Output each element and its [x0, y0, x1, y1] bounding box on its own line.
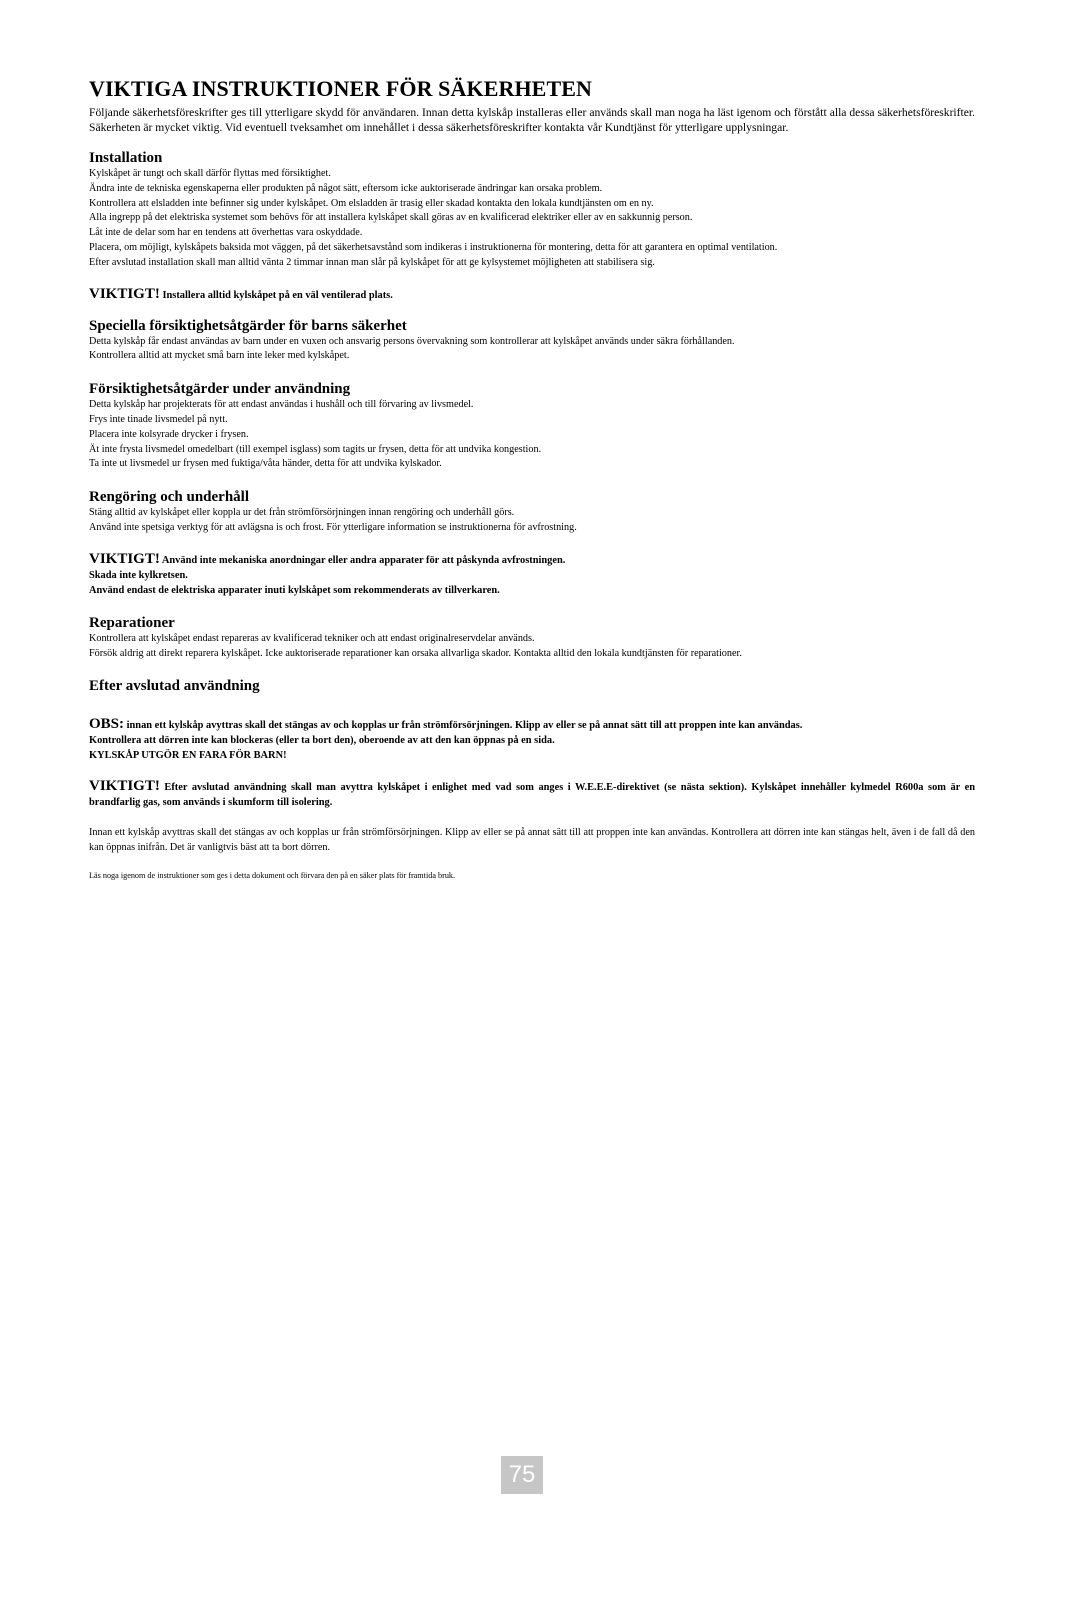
- usage-line: Ta inte ut livsmedel ur frysen med fuktiga/våta händer, detta för att undvika kylskador.: [89, 458, 442, 470]
- installation-line: Kylskåpet är tungt och skall därför flyttas med försiktighet.: [89, 168, 331, 179]
- disposal-warning: [89, 779, 975, 810]
- installation-line: Kontrollera att elsladden inte befinner sig under kylskåpet. Om elsladden är trasig eller skadad kontakta den lokala kundtjänsten om en ny.: [89, 197, 654, 209]
- intro-paragraph: Följande säkerhetsföreskrifter ges till ytterligare skydd för användaren. Innan detta kylskåp installeras eller används skall man noga ha läst igenom och förstått alla dessa säkerhetsföreskrifter. Säkerheten är mycket viktig. Vid eventuell tveksamhet om innehållet i dessa säkerhetsföreskrifter kontakta vår Kundtjänst för ytterligare upplysningar.: [89, 106, 975, 134]
- repairs-line: Försök aldrig att direkt reparera kylskåpet. Icke auktoriserade reparationer kan orsaka allvarliga skador. Kontakta alltid den lokala kundtjänsten för reparationer.: [89, 647, 742, 659]
- usage-line: Detta kylskåp har projekterats för att endast användas i hushåll och till förvaring av livsmedel.: [89, 399, 474, 411]
- children-safety-line: Detta kylskåp får endast användas av barn under en vuxen och ansvarig persons övervakning som kontrollerar att kylskåpet används under säkra förhållanden.: [89, 335, 735, 347]
- ventilation-warning: [89, 287, 975, 303]
- usage-line: Frys inte tinade livsmedel på nytt.: [89, 413, 228, 425]
- page-number: 75: [501, 1456, 543, 1494]
- usage-heading: Försiktighetsåtgärder under användning: [89, 381, 351, 398]
- installation-section: [89, 149, 975, 271]
- warning-text: Använd inte mekaniska anordningar eller andra apparater för att påskynda avfrostningen.: [161, 554, 566, 566]
- repairs-heading: Reparationer: [89, 614, 175, 631]
- warning-keyword: VIKTIGT!: [89, 778, 160, 795]
- children-safety-section: [89, 317, 975, 365]
- after-use-heading: Efter avslutad användning: [89, 678, 260, 695]
- disposal-paragraph: Innan ett kylskåp avyttras skall det stängas av och kopplas ur från strömförsörjningen. Klipp av eller se på annat sätt till att proppen inte kan användas. Kontrollera att dörren inte kan stängas helt, även i de fall då den kan öppnas inifrån. Det är vanligtvis bäst att ta bort dörren.: [89, 827, 975, 854]
- cleaning-line: Använd inte spetsiga verktyg för att avlägsna is och frost. För ytterligare information se instruktionerna för avfrostning.: [89, 521, 577, 533]
- warning-text: Efter avslutad användning skall man avyttra kylskåpet i enlighet med vad som anges i W.E.E.E-direktivet (se nästa sektion). Kylskåpet innehåller kylmedel R600a som är en brandfarlig gas, som används i skumform till isolering.: [89, 782, 975, 809]
- warning-text: Installera alltid kylskåpet på en väl ventilerad plats.: [162, 289, 393, 301]
- cleaning-line: Stäng alltid av kylskåpet eller koppla ur det från strömförsörjningen innan rengöring och underhåll görs.: [89, 507, 515, 519]
- warning-keyword: VIKTIGT!: [89, 550, 160, 567]
- obs-keyword: OBS:: [89, 716, 125, 733]
- warning-keyword: VIKTIGT!: [89, 285, 160, 302]
- cleaning-section: [89, 488, 975, 536]
- footer-note: Läs noga igenom de instruktioner som ges i detta dokument och förvara den på en säker plats för framtida bruk.: [89, 870, 456, 880]
- obs-text: Kontrollera att dörren inte kan blockeras (eller ta bort den), oberoende av att den kan öppnas på en sida.: [89, 735, 555, 747]
- obs-text: KYLSKÅP UTGÖR EN FARA FÖR BARN!: [89, 750, 287, 762]
- obs-text: innan ett kylskåp avyttras skall det stängas av och kopplas ur från strömförsörjningen. Klipp av eller se på annat sätt till att proppen inte kan användas.: [126, 720, 803, 732]
- usage-line: Placera inte kolsyrade drycker i frysen.: [89, 428, 249, 440]
- installation-line: Efter avslutad installation skall man alltid vänta 2 timmar innan man slår på kylskåpet för att ge kylsystemet möjligheten att stabilisera sig.: [89, 256, 655, 268]
- repairs-section: [89, 614, 975, 662]
- usage-line: Ät inte frysta livsmedel omedelbart (till exempel isglass) som tagits ur frysen, detta för att undvika kongestion.: [89, 443, 542, 455]
- warning-text: Skada inte kylkretsen.: [89, 569, 188, 581]
- repairs-line: Kontrollera att kylskåpet endast repareras av kvalificerad tekniker och att endast originalreservdelar används.: [89, 632, 535, 644]
- cleaning-heading: Rengöring och underhåll: [89, 489, 250, 506]
- installation-line: Ändra inte de tekniska egenskaperna eller produkten på något sätt, eftersom icke auktoriserade ändringar kan orsaka problem.: [89, 182, 603, 194]
- page-title: VIKTIGA INSTRUKTIONER FÖR SÄKERHETEN: [89, 76, 592, 101]
- after-use-section: [89, 677, 975, 695]
- installation-line: Placera, om möjligt, kylskåpets baksida mot väggen, på det säkerhetsavstånd som indikeras i instruktionerna för montering, detta för att garantera en optimal ventilation.: [89, 241, 778, 253]
- installation-line: Låt inte de delar som har en tendens att överhettas vara oskyddade.: [89, 227, 363, 239]
- manual-page: [89, 76, 975, 882]
- installation-line: Alla ingrepp på det elektriska systemet som behövs för att installera kylskåpet skall göras av en kvalificerad elektriker eller av en sakkunnig person.: [89, 212, 693, 224]
- obs-notice: [89, 717, 975, 763]
- defrost-warning: [89, 552, 975, 598]
- warning-text: Använd endast de elektriska apparater inuti kylskåpet som rekommenderats av tillverkaren.: [89, 584, 500, 596]
- installation-heading: Installation: [89, 150, 163, 166]
- usage-section: [89, 380, 975, 472]
- children-safety-heading: Speciella försiktighetsåtgärder för barns säkerhet: [89, 317, 407, 334]
- children-safety-line: Kontrollera alltid att mycket små barn inte leker med kylskåpet.: [89, 350, 350, 362]
